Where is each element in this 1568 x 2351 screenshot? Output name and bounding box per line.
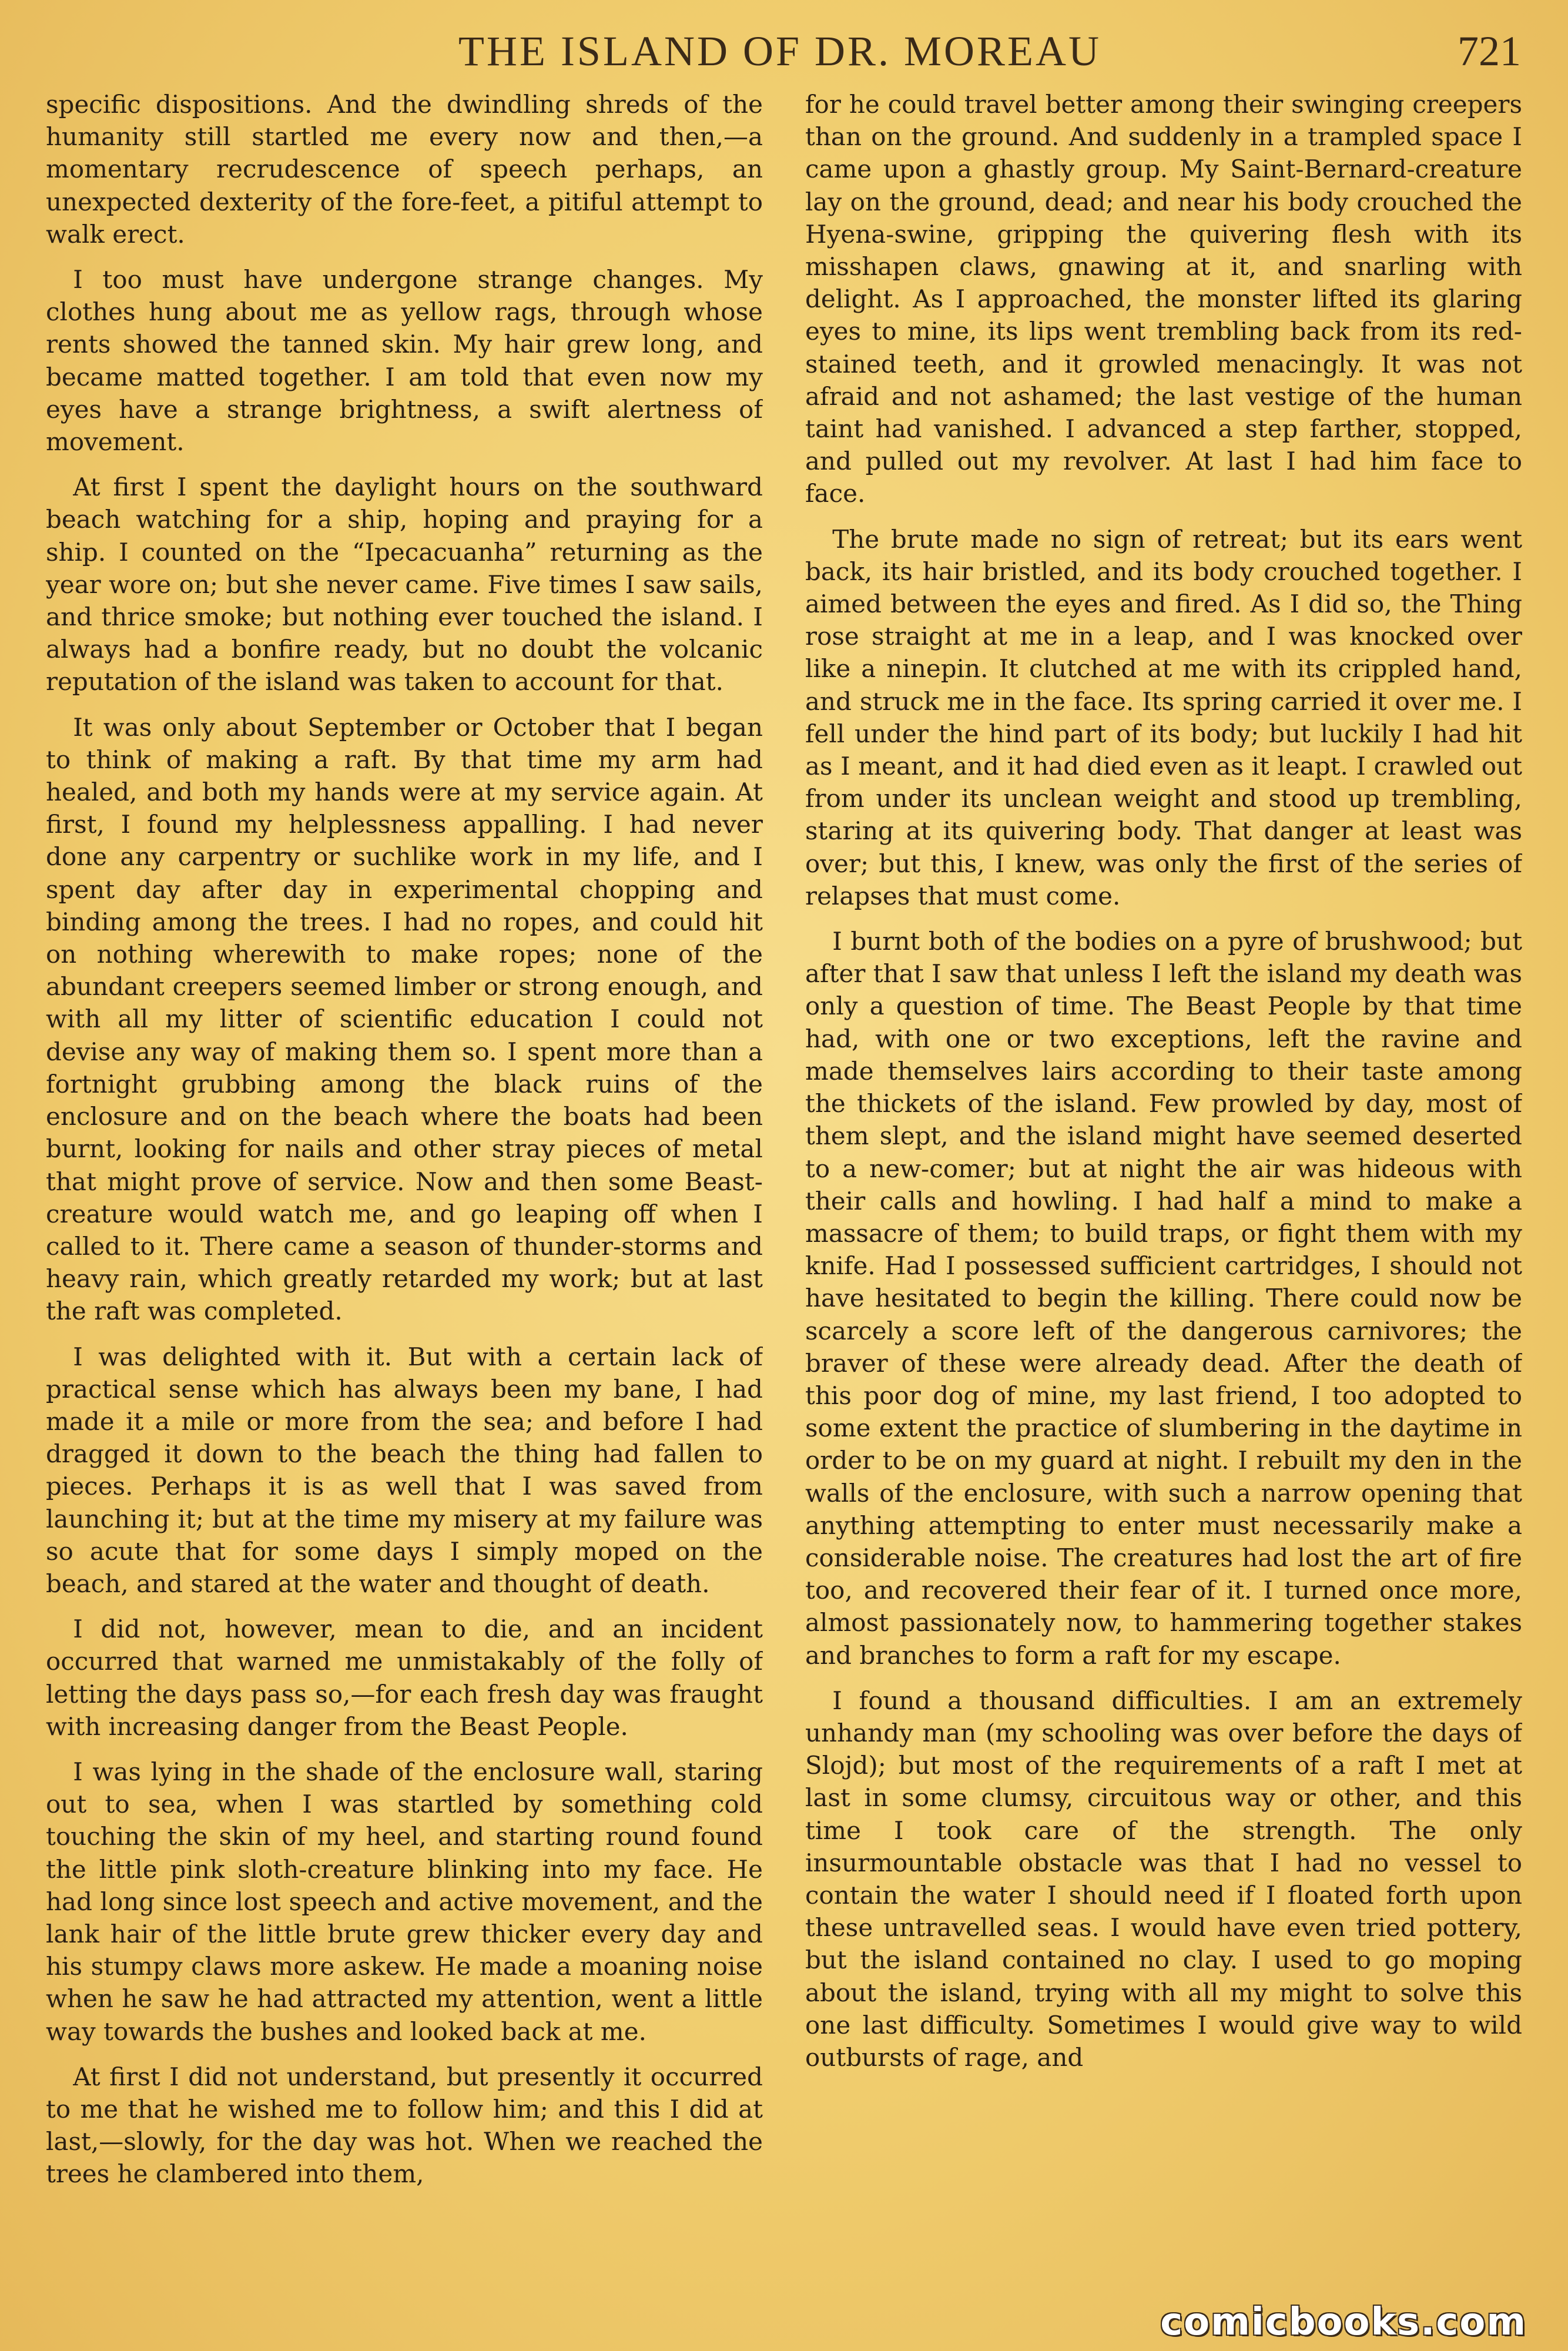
right-column xyxy=(805,88,1522,2322)
paragraph: It was only about September or October that I began to think of making a raft. By that time my arm had healed, and both my hands were at my service again. At first, I found my helplessness appalling. I had never done any carpentry or suchlike work in my life, and I spent day after day in experimental chopping and binding among the trees. I had no ropes, and could hit on nothing wherewith to make ropes; none of the abundant creepers seemed limber or strong enough, and with all my litter of scientific education I could not devise any way of making them so. I spent more than a fortnight grubbing among the black ruins of the enclosure and on the beach where the boats had been burnt, looking for nails and other stray pieces of metal that might prove of service. Now and then some Beast-creature would watch me, and go leaping off when I called to it. There came a season of thunder-storms and heavy rain, which greatly retarded my work; but at last the raft was completed. xyxy=(46,712,763,1326)
paragraph: I was delighted with it. But with a certain lack of practical sense which has always been my bane, I had made it a mile or more from the sea; and before I had dragged it down to the beach the thing had fallen to pieces. Perhaps it is as well that I was saved from launching it; but at the time my misery at my failure was so acute that for some days I simply moped on the beach, and stared at the water and thought of death. xyxy=(46,1342,763,1598)
running-title: THE ISLAND OF DR. MOREAU xyxy=(458,28,1102,75)
paragraph: I was lying in the shade of the enclosure wall, staring out to sea, when I was startled by something cold touching the skin of my heel, and starting round found the little pink sloth-creature blinking into my face. He had long since lost speech and active movement, and the lank hair of the little brute grew thicker every day and his stumpy claws more askew. He made a moaning noise when he saw he had attracted my attention, went a little way towards the bushes and looked back at me. xyxy=(46,1757,763,2046)
paragraph: I burnt both of the bodies on a pyre of brushwood; but after that I saw that unless I left the island my death was only a question of time. The Beast People by that time had, with one or two exceptions, left the ravine and made themselves lairs according to their taste among the thickets of the island. Few prowled by day, most of them slept, and the island might have seemed deserted to a new-comer; but at night the air was hideous with their calls and howling. I had half a mind to make a massacre of them; to build traps, or fight them with my knife. Had I possessed sufficient cartridges, I should not have hesitated to begin the killing. There could now be scarcely a score left of the dangerous carnivores; the braver of these were already dead. After the death of this poor dog of mine, my last friend, I too adopted to some extent the practice of slumbering in the daytime in order to be on my guard at night. I rebuilt my den in the walls of the enclosure, with such a narrow opening that anything attempting to enter must necessarily make a considerable noise. The creatures had lost the art of fire too, and recovered their fear of it. I turned once more, almost passionately now, to hammering together stakes and branches to form a raft for my escape. xyxy=(805,927,1522,1670)
paragraph: specific dispositions. And the dwindling shreds of the humanity still startled me every now and then,—a momentary recrudescence of speech perhaps, an unexpected dexterity of the fore-feet, a pitiful attempt to walk erect. xyxy=(46,90,763,249)
paragraph: I too must have undergone strange changes. My clothes hung about me as yellow rags, through whose rents showed the tanned skin. My hair grew long, and became matted together. I am told that even now my eyes have a strange brightness, a swift alertness of movement. xyxy=(46,265,763,457)
text-columns xyxy=(46,88,1522,2333)
paragraph: I found a thousand difficulties. I am an extremely unhandy man (my schooling was over before the days of Slojd); but most of the requirements of a raft I met at last in some clumsy, circuitous way or other, and this time I took care of the strength. The only insurmountable obstacle was that I had no vessel to contain the water I should need if I floated forth upon these untravelled seas. I would have even tried pottery, but the island contained no clay. I used to go moping about the island, trying with all my might to solve this one last difficulty. Sometimes I would give way to wild outbursts of rage, and xyxy=(805,1686,1522,2072)
page-number: 721 xyxy=(1458,28,1521,75)
paragraph: The brute made no sign of retreat; but its ears went back, its hair bristled, and its body crouched together. I aimed between the eyes and fired. As I did so, the Thing rose straight at me in a leap, and I was knocked over like a ninepin. It clutched at me with its crippled hand, and struck me in the face. Its spring carried it over me. I fell under the hind part of its body; but luckily I had hit as I meant, and it had died even as it leapt. I crawled out from under its unclean weight and stood up trembling, staring at its quivering body. That danger at least was over; but this, I knew, was only the first of the series of relapses that must come. xyxy=(805,524,1522,910)
paragraph: I did not, however, mean to die, and an incident occurred that warned me unmistakably of the folly of letting the days pass so,—for each fresh day was fraught with increasing danger from the Beast People. xyxy=(46,1615,763,1741)
site-watermark: comicbooks.com xyxy=(1160,2300,1527,2344)
page-header xyxy=(0,25,1568,78)
paragraph: At first I spent the daylight hours on the southward beach watching for a ship, hoping and praying for a ship. I counted on the “Ipecacuanha” returning as the year wore on; but she never came. Five times I saw sails, and thrice smoke; but nothing ever touched the island. I always had a bonfire ready, but no doubt the volcanic reputation of the island was taken to account for that. xyxy=(46,473,763,696)
paragraph: At first I did not understand, but presently it occurred to me that he wished me to follow him; and this I did at last,—slowly, for the day was hot. When we reached the trees he clambered into them, xyxy=(46,2062,763,2189)
paragraph: for he could travel better among their swinging creepers than on the ground. And suddenly in a trampled space I came upon a ghastly group. My Saint-Bernard-creature lay on the ground, dead; and near his body crouched the Hyena-swine, gripping the quivering flesh with its misshapen claws, gnawing at it, and snarling with delight. As I approached, the monster lifted its glaring eyes to mine, its lips went trembling back from its red-stained teeth, and it growled menacingly. It was not afraid and not ashamed; the last vestige of the human taint had vanished. I advanced a step farther, stopped, and pulled out my revolver. At last I had him face to face. xyxy=(805,90,1522,508)
left-column xyxy=(46,88,763,2322)
